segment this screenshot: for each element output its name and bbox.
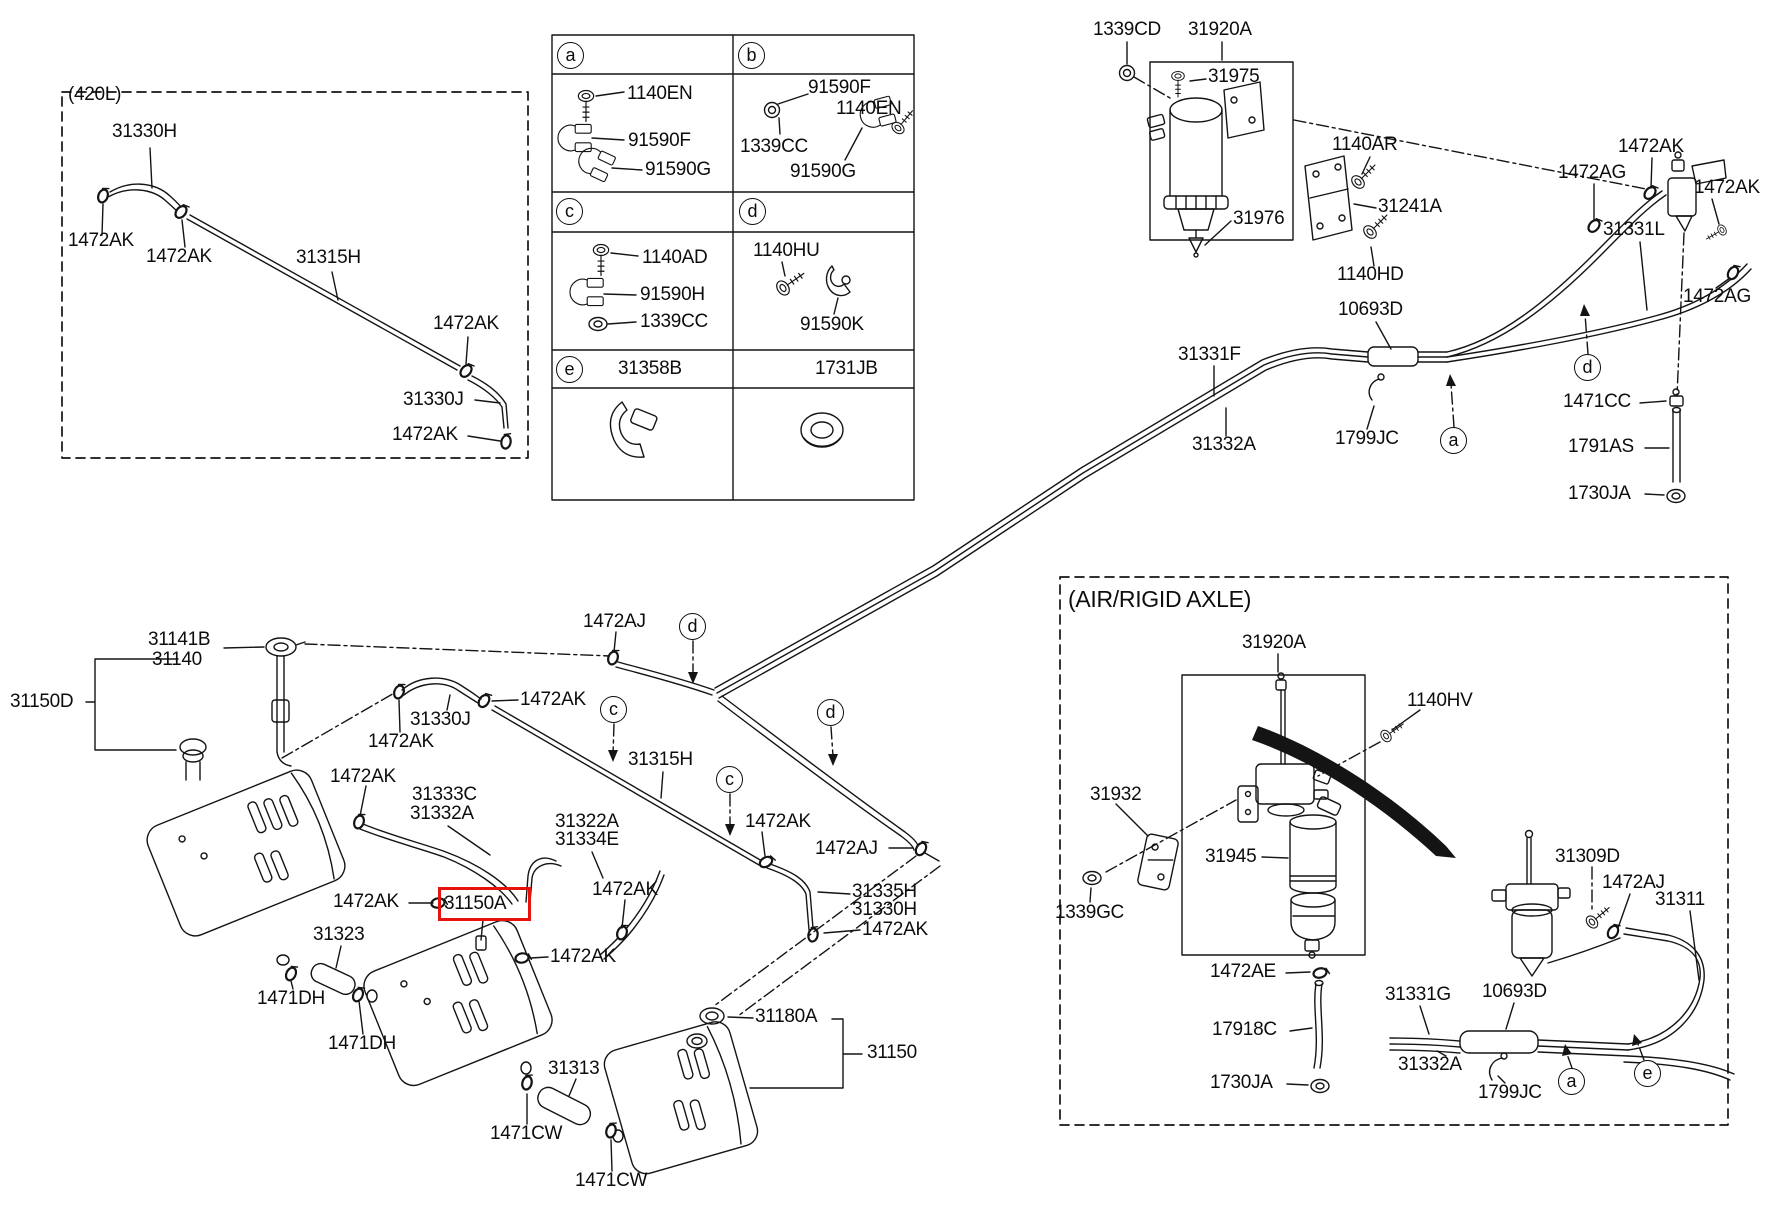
callout-d: d [1574, 354, 1601, 381]
part-label-1472AJ: 1472AJ [583, 611, 646, 632]
part-label-1472AK: 1472AK [392, 424, 458, 445]
callout-a: a [1440, 427, 1467, 454]
legend-part: 1140AD [642, 247, 708, 268]
part-label-1472AK: 1472AK [592, 879, 658, 900]
fuel-tank-middle [359, 916, 557, 1091]
callout-d: d [679, 613, 706, 640]
part-label-31920A: 31920A [1188, 19, 1252, 40]
part-label-1471DH: 1471DH [257, 988, 325, 1009]
part-label-31150: 31150 [867, 1042, 917, 1063]
part-label-1791AS: 1791AS [1568, 436, 1634, 457]
part-label-1472AJ: 1472AJ [815, 838, 878, 859]
legend-part: 91590G [645, 159, 711, 180]
part-label-1799JC: 1799JC [1478, 1082, 1542, 1103]
callout-c: c [600, 696, 627, 723]
legend-part: 31358B [618, 358, 682, 379]
section-420l-title: (420L) [68, 84, 122, 105]
part-label-31330J: 31330J [403, 389, 464, 410]
part-label-1472AK: 1472AK [520, 689, 586, 710]
legend-part: 1140EN [836, 98, 902, 119]
part-label-31309D: 31309D [1555, 846, 1620, 867]
part-label-31315H: 31315H [628, 749, 693, 770]
fuel-tank-left [142, 765, 349, 940]
part-label-1140AR: 1140AR [1332, 134, 1398, 155]
part-label-31331L: 31331L [1603, 219, 1665, 240]
part-label-31150D: 31150D [10, 691, 74, 712]
legend-part: 91590K [800, 314, 864, 335]
part-label-1472AK: 1472AK [433, 313, 499, 334]
part-label-31323: 31323 [313, 924, 365, 945]
legend-part: 91590F [808, 77, 871, 98]
legend-callout-d: d [739, 198, 766, 225]
part-label-1339GC: 1339GC [1055, 902, 1124, 923]
part-label-31332A: 31332A [1192, 434, 1256, 455]
part-label-1472AE: 1472AE [1210, 961, 1276, 982]
part-label-1472AK: 1472AK [1694, 177, 1760, 198]
part-label-31313: 31313 [548, 1058, 600, 1079]
part-label-1140HD: 1140HD [1337, 264, 1404, 285]
legend-part: 91590F [628, 130, 691, 151]
part-label-1472AK: 1472AK [745, 811, 811, 832]
part-label-31333C: 31333C [412, 784, 477, 805]
legend-callout-b: b [738, 42, 765, 69]
part-label-31945: 31945 [1205, 846, 1257, 867]
part-label-1472AK: 1472AK [862, 919, 928, 940]
part-label-1472AK: 1472AK [1618, 136, 1684, 157]
part-label-31975: 31975 [1208, 66, 1260, 87]
legend-callout-c: c [556, 198, 583, 225]
callout-c: c [716, 766, 743, 793]
section-air-title: (AIR/RIGID AXLE) [1068, 586, 1252, 612]
part-label-1140HV: 1140HV [1407, 690, 1473, 711]
part-label-31334E: 31334E [555, 829, 619, 850]
part-label-1730JA: 1730JA [1210, 1072, 1273, 1093]
legend-part: 1339CC [640, 311, 708, 332]
part-label-31311: 31311 [1655, 889, 1705, 910]
part-label-31330H: 31330H [112, 121, 177, 142]
part-label-10693D: 10693D [1338, 299, 1403, 320]
part-label-1730JA: 1730JA [1568, 483, 1631, 504]
fuel-tank-right [601, 1018, 761, 1177]
part-label-31331F: 31331F [1178, 344, 1241, 365]
part-label-31241A: 31241A [1378, 196, 1442, 217]
part-label-31335H: 31335H [852, 881, 917, 902]
part-label-1339CD: 1339CD [1093, 19, 1161, 40]
legend-part: 91590H [640, 284, 705, 305]
part-label-31141B: 31141B [148, 629, 211, 650]
callout-a: a [1558, 1068, 1585, 1095]
part-label-31932: 31932 [1090, 784, 1142, 805]
part-label-1472AK: 1472AK [146, 246, 212, 267]
part-label-1471CW: 1471CW [490, 1123, 563, 1144]
part-label-1472AK: 1472AK [550, 946, 616, 967]
part-label-1472AK: 1472AK [68, 230, 134, 251]
part-label-31140: 31140 [152, 649, 202, 670]
callout-d: d [817, 699, 844, 726]
part-label-31180A: 31180A [755, 1006, 818, 1027]
callout-e: e [1634, 1060, 1661, 1087]
legend-part: 91590G [790, 161, 856, 182]
legend-part: 1140EN [627, 83, 693, 104]
part-label-1472AG: 1472AG [1683, 286, 1751, 307]
part-label-1472AG: 1472AG [1558, 162, 1626, 183]
part-label-31332A: 31332A [1398, 1054, 1462, 1075]
part-label-31315H: 31315H [296, 247, 361, 268]
part-label-10693D: 10693D [1482, 981, 1547, 1002]
part-label-1471DH: 1471DH [328, 1033, 396, 1054]
legend-part: 1140HU [753, 240, 820, 261]
highlight-box-31150A [438, 887, 531, 921]
part-label-1471CC: 1471CC [1563, 391, 1631, 412]
part-label-31976: 31976 [1233, 208, 1285, 229]
part-label-31331G: 31331G [1385, 984, 1451, 1005]
legend-callout-e: e [556, 356, 583, 383]
part-label-31150A: 31150A [444, 893, 507, 915]
part-label-1799JC: 1799JC [1335, 428, 1399, 449]
part-label-31330J: 31330J [410, 709, 471, 730]
part-label-31330H: 31330H [852, 899, 917, 920]
legend-callout-a: a [557, 42, 584, 69]
part-label-17918C: 17918C [1212, 1019, 1277, 1040]
part-label-1471CW: 1471CW [575, 1170, 648, 1191]
part-label-31322A: 31322A [555, 811, 619, 832]
legend-part: 1339CC [740, 136, 808, 157]
legend-part: 1731JB [815, 358, 878, 379]
part-label-1472AK: 1472AK [333, 891, 399, 912]
part-label-1472AK: 1472AK [330, 766, 396, 787]
part-label-1472AK: 1472AK [368, 731, 434, 752]
part-label-31920A: 31920A [1242, 632, 1306, 653]
part-label-1472AJ: 1472AJ [1602, 872, 1665, 893]
part-label-31332A: 31332A [410, 803, 474, 824]
box-air-rigid-axle [1060, 577, 1728, 1125]
